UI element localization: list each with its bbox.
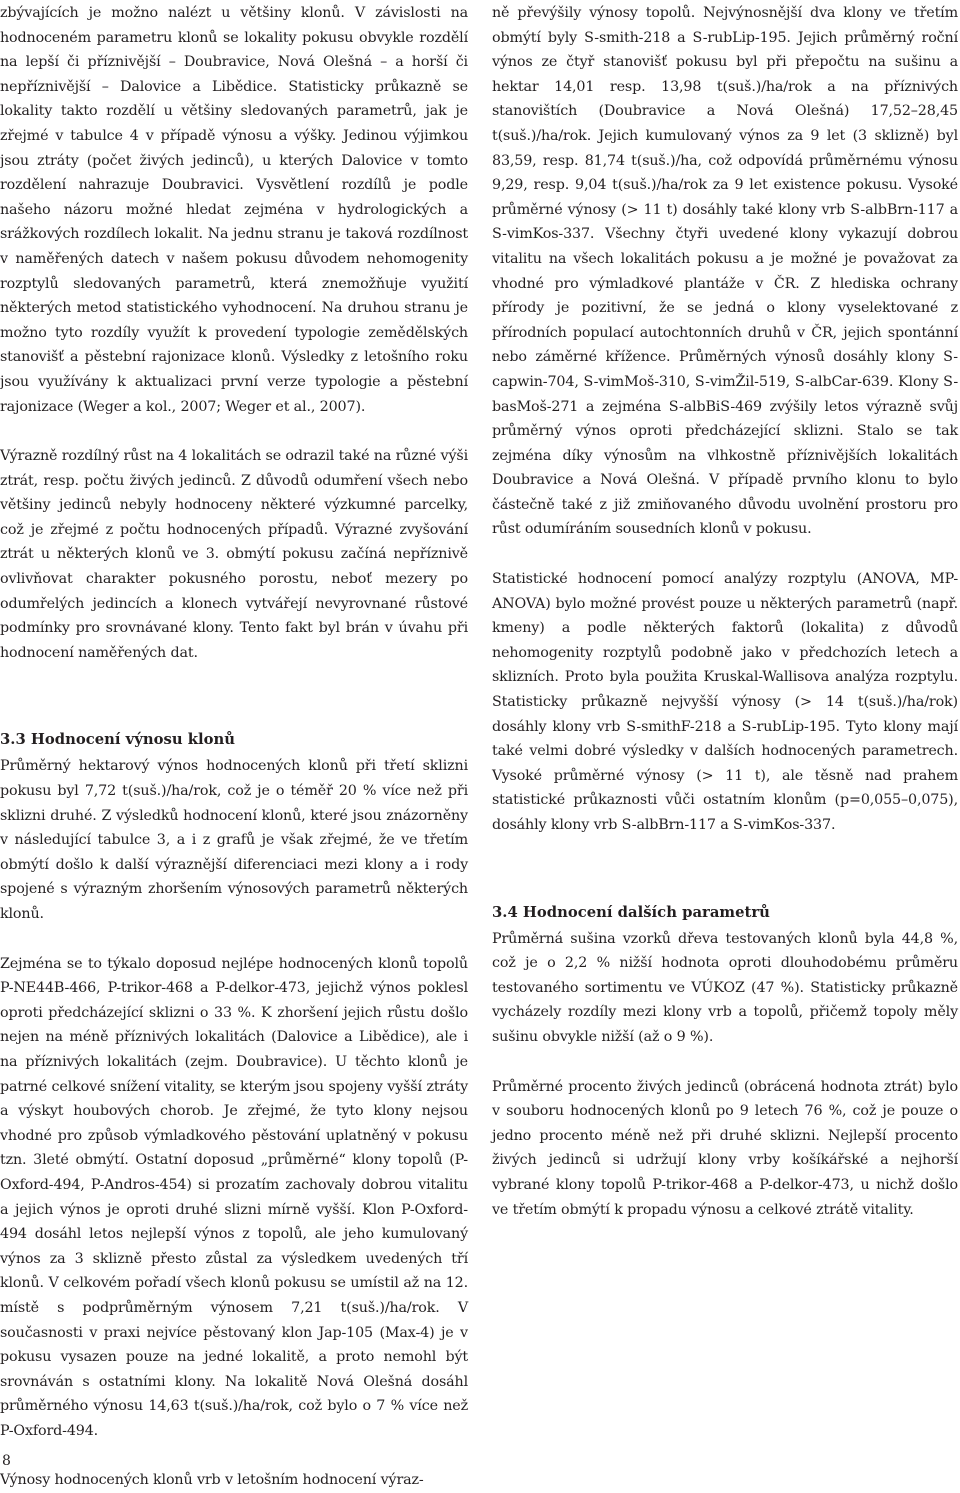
paragraph: ně převýšily výnosy topolů. Nejvýnosnější dva klony ve třetím obmýtí byly S-smith-218 a S-rubLip-195. Jejich průměrný roční výnos ze čtyř stanovišť pokusu byl při přepočtu na sušinu a hektar 14,01 resp. 13,98 t(suš.)/ha/rok a na příznivých stanovištích (Doubravice a Nová Olešná) 17,52–28,45 t(suš.)/ha/rok. Jejich kumulovaný výnos za 9 let (3 sklizně) byl 83,59, resp. 81,74 t(suš.)/ha, což odpovídá průměrnému výnosu 9,29, resp. 9,04 t(suš.)/ha/rok za 9 let existence pokusu. Vysoké průměrné výnosy (> 11 t) dosáhly také klony vrb S-albBrn-117 a S-vimKos-337. Všechny čtyři uvedené klony vykazují dobrou vitalitu na všech lokalitách pokusu a je možné je považovat za vhodné pro výmladkové plantáže v ČR. Z hlediska ochrany přírody je pozitivní, že se jedná o klony vyselektované z přírodních populací autochtonních druhů v ČR, jejich spontánní nebo záměrné křížence. Průměrných výnosů dosáhly klony S-capwin-704, S-vimMoš-310, S-vimŽil-519, S-albCar-639. Klony S-basMoš-271 a zejména S-albBiS-469 zvýšily letos výrazně svůj průměrný výnos oproti předcházející sklizni. Stalo se tak zejména díky výnosům na vlhkostně příznivějších lokalitách Doubravice a Nová Olešná. V případě prvního klonu to bylo částečně také z již zmiňovaného důvodu uvolnění prostoru pro růst odumíráním sousedních klonů v pokusu. [492, 5, 958, 538]
spacer [0, 690, 468, 728]
section-heading-3-3: 3.3 Hodnocení výnosu klonů [0, 731, 235, 749]
paragraph: Průměrná sušina vzorků dřeva testovaných klonů byla 44,8 %, což je o 2,2 % nižší hodnota oproti dlouhodobému průměru testovaného sortimentu ve VÚKOZ (47 %). Statisticky průkazně vycházely rozdíly mezi klony vrb a topolů, přičemž topoly měly sušinu obvykle nižší (až o 9 %). [492, 930, 958, 1045]
paragraph: Výnosy hodnocených klonů vrb v letošním hodnocení výraz- [0, 1472, 424, 1489]
left-column [0, 0, 468, 1493]
paragraph: Výrazně rozdílný růst na 4 lokalitách se odrazil také na různé výši ztrát, resp. počtu živých jedinců. Z důvodů odumření všech nebo většiny jedinců nebyly hodnoceny některé výzkumné parcelky, což je zřejmé z počtu hodnocených případů. Výrazné zvyšování ztrát u některých klonů ve 3. obmýtí pokusu začíná nepříznivě ovlivňovat charakter pokusného porostu, neboť mezery po odumřelých jedincích a klonech vytvářejí nevyrovnané růstové podmínky pro srovnávané klony. Tento fakt byl brán v úvahu při hodnocení naměřených dat. [0, 448, 468, 661]
page-number: 8 [2, 1453, 11, 1469]
section-heading-3-4: 3.4 Hodnocení dalších parametrů [492, 903, 770, 921]
paragraph: Průměrné procento živých jedinců (obrácená hodnota ztrát) bylo v souboru hodnocených klonů po 9 letech 76 %, což je pouze o jedno procento méně než při druhé sklizni. Nejlepší procento živých jedinců si udržují klony vrby košíkářské a nejhorší vybrané klony topolů P-trikor-468 a P-delkor-473, u nichž došlo ve třetím obmýtí k propadu výnosu a celkové ztrátě vitality. [492, 1078, 958, 1218]
paragraph: Statistické hodnocení pomocí analýzy rozptylu (ANOVA, MP-ANOVA) bylo možné provést pouze u některých parametrů (např. kmeny) a podle některých faktorů (lokalita) z důvodů nehomogenity rozptylů podobně jako v předchozích letech a sklizních. Proto byla použita Kruskal-Wallisova analýza rozptylu. Statisticky průkazně nejvyšší výnosy (> 14 t(suš.)/ha/rok) dosáhly klony vrb S-smithF-218 a S-rubLip-195. Tyto klony mají také velmi dobré výsledky v dalších hodnocených parametrech. Vysoké průměrné výnosy (> 11 t), ale těsně nad prahem statistické průkaznosti vůči ostatním klonům (p=0,055–0,075), dosáhly klony vrb S-albBrn-117 a S-vimKos-337. [492, 571, 958, 833]
paragraph: Průměrný hektarový výnos hodnocených klonů při třetí sklizni pokusu byl 7,72 t(suš.)/ha/rok, což je o téměř 20 % více než při sklizni druhé. Z výsledků hodnocení klonů, které jsou znázorněny v následující tabulce 3, a i z grafů je však zřejmé, že ve třetím obmýtí došlo k další výraznější diferenciaci mezi klony a i rody spojené s výrazným zhoršením výnosových parametrů některých klonů. [0, 758, 468, 922]
spacer [492, 863, 958, 901]
paragraph: Zejména se to týkalo doposud nejlépe hodnocených klonů topolů P-NE44B-466, P-trikor-468 a P-delkor-473, jejichž výnos poklesl oproti předcházející sklizni o 33 %. K zhoršení jejich růstu došlo nejen na méně příznivých lokalitách (Dalovice a Libědice), ale i na příznivých lokalitách (zejm. Doubravice). U těchto klonů je patrné celkové snížení vitality, se kterým jsou spojeny vyšší ztráty a výskyt houbových chorob. Je zřejmé, že tyto klony nejsou vhodné pro způsob výmladkového pěstování uplatněný v pokusu tzn. 3leté obmýtí. Ostatní doposud „průměrné“ klony topolů (P-Oxford-494, P-Andros-454) si prozatím zachovaly dobrou vitalitu a jejich výnos je oproti druhé slizni mírně vyšší. Klon P-Oxford-494 dosáhl letos nejlepší výnos z topolů, ale jeho kumulovaný výnos za 3 sklizně přesto zůstal za výsledkem uvedených tří klonů. V celkovém pořadí všech klonů pokusu se umístil až na 12. místě s podprůměrným výnosem 7,21 t(suš.)/ha/rok. V současnosti v praxi nejvíce pěstovaný klon Jap-105 (Max-4) je v pokusu vysazen pouze na jedné lokalitě, a proto nemohl být srovnáván s ostatními klony. Na lokalitě Nová Olešná dosáhl průměrného výnosu 14,63 t(suš.)/ha/rok, což bylo o 7 % více než P-Oxford-494. [0, 955, 468, 1439]
paragraph: zbývajících je možno nalézt u většiny klonů. V závislosti na hodnoceném parametru klonů se lokality pokusu obvykle rozdělí na lepší či příznivější – Doubravice, Nová Olešná – a horší či nepříznivější – Dalovice a Libědice. Statisticky průkazně se lokality takto rozdělí u většiny sledovaných parametrů, jak je zřejmé v tabulce 4 v případě výnosu a výšky. Jedinou výjimkou jsou ztráty (počet živých jedinců), u kterých Dalovice v tomto rozdělení nahrazuje Doubravici. Vysvětlení rozdílů je podle našeho názoru možné hledat zejména v hydrologických a srážkových rozdílech lokalit. Na jednu stranu je taková rozdílnost v naměřených datech v našem pokusu důvodem nehomogenity rozptylů sledovaných parametrů, která znemožňuje využití některých metod statistického vyhodnocení. Na druhou stranu je možno tyto rozdíly využít k provedení typologie zemědělských stanovišť a pěstební rajonizace klonů. Výsledky z letošního roku jsou využívány k aktualizaci první verze typologie a pěstební rajonizace (Weger a kol., 2007; Weger et al., 2007). [0, 5, 468, 415]
right-column [492, 0, 958, 1247]
